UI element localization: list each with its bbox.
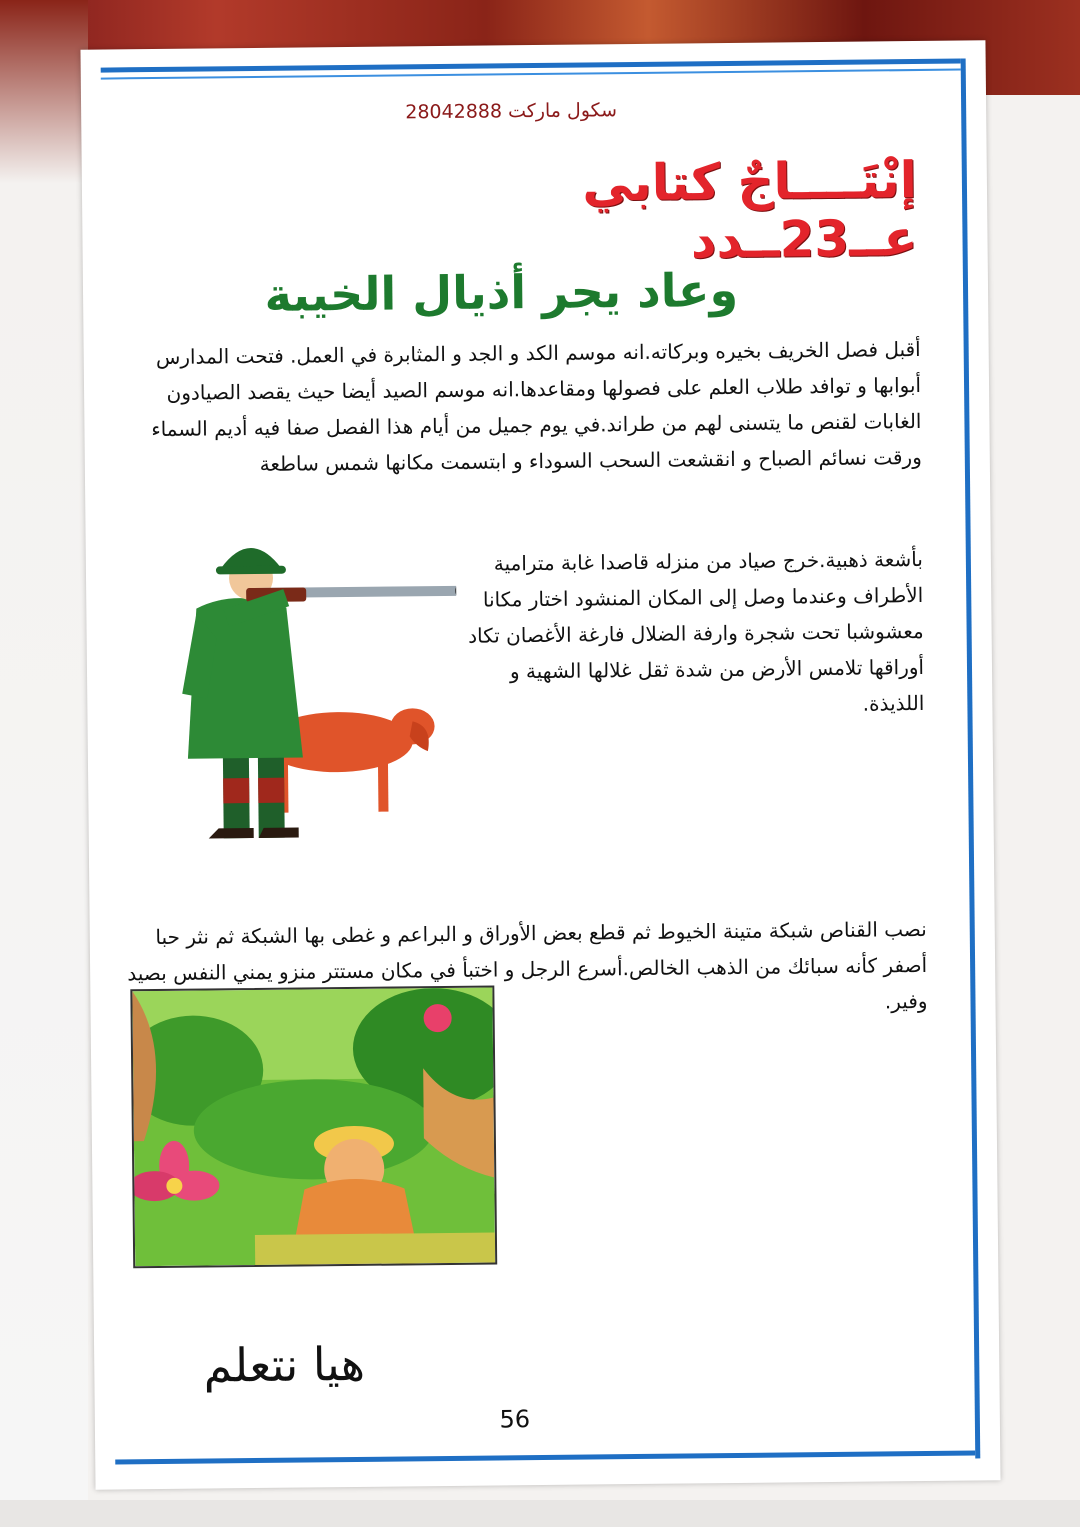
paragraph-hunter-goes-out: بأشعة ذهبية.خرج صياد من منزله قاصدا غابة مترامية الأطراف وعندما وصل إلى المكان المنشود اختار مكانا معشوشبا تحت شجرة وارفة الضلال فارغة الأغصان تكاد أوراقها تلامس الأرض من شدة ثقل غلالها الشهية و اللذيذة. [468,546,925,716]
forest-icon [132,988,495,1267]
book-page [80,40,1000,1489]
forest-illustration [130,985,497,1268]
store-header: سكول ماركت 28042888 [405,99,618,124]
paragraph-trap: نصب القناص شبكة متينة الخيوط ثم قطع بعض الأوراق و البراعم و غطى بها الشبكة ثم نثر حبا أصفر كأنه سبائك من الذهب الخالص.أسرع الرجل و اختبأ في مكان مستتر منزو يمني النفس بصيد وفير. [127,916,928,1014]
border-bottom [115,1450,975,1464]
background-bottom [0,1500,1080,1527]
hunter-illustration [125,516,458,849]
hunter-icon [125,516,458,849]
page-number: 56 [499,1405,531,1434]
paragraph-intro: أقبل فصل الخريف بخيره وبركاته.انه موسم الكد و الجد و المثابرة في العمل. فتحت المدارس أبوابها و توافد طلاب العلم على فصولها ومقاعدها.انه موسم الصيد أيضا حيث يقصد الصيادون الغابات لقنص ما يتسنى لهم من طراند.في يوم جميل من أيام هذا الفصل صفا فيه أديم السماء ورقت نسائم الصباح و انقشعت السحب السوداء و ابتسمت مكانها شمس ساطعة [151,336,922,476]
border-right [961,59,981,1459]
handwritten-note: هيا نتعلم [203,1336,366,1393]
story-title: وعاد يجر أذيال الخيبة [264,262,739,322]
page-title: إنْتَــــاجٌ كتابي عــ23ــدد [582,151,918,270]
background-edge [0,0,88,1527]
